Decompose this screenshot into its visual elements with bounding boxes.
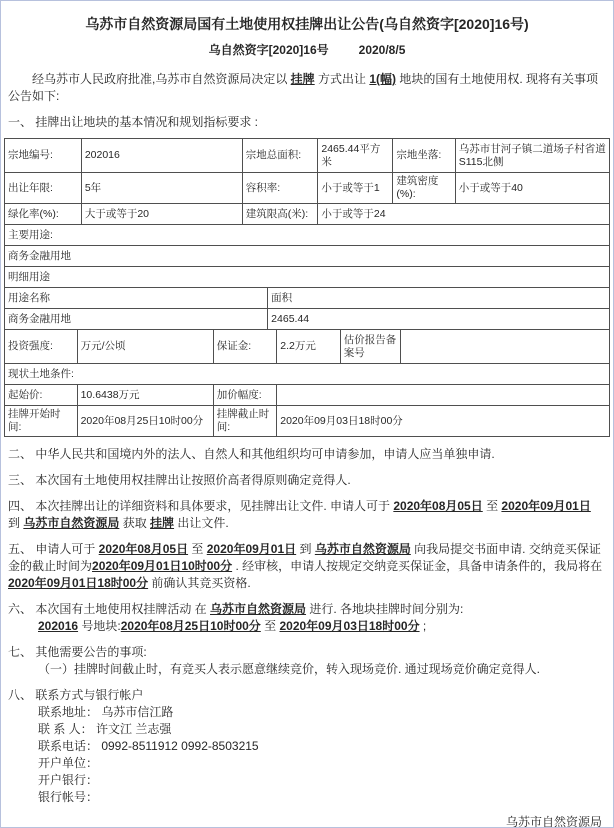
filled-value: 2020年09月03日18时00分 [279,619,420,633]
filled-value: 2020年09月01日10时00分 [92,559,233,573]
land-info-table [4,138,610,437]
section-1-heading: 一、 挂牌出让地块的基本情况和规划指标要求 : [8,115,259,129]
table-cell: 面积 [268,288,610,309]
text-run: 到 [296,542,315,556]
table-cell: 估价报告备案号 [341,330,402,364]
table-cell: 202016 [82,139,243,173]
table-row [5,385,610,406]
section-line [8,661,606,678]
section [4,601,610,635]
text-run: 地块的国有土地使用权. 现将有关事项公告如下: [8,72,599,103]
table-row [5,330,610,364]
text-run: 经乌苏市人民政府批准,乌苏市自然资源局决定以 [32,72,291,86]
table-cell: 小于或等于24 [318,204,610,225]
text-run: 前确认其竞买资格. [148,576,251,590]
filled-value: 2020年09月01日 [206,542,297,556]
text-run: 联系地址： 乌苏市信江路 [38,705,174,719]
table-cell: 建筑密度(%): [393,173,455,204]
filled-value: 2020年08月25日10时00分 [120,619,261,633]
text-run: 进行. 各地块挂牌时间分别为: [306,602,464,616]
text-run: 银行帐号： [38,790,99,804]
table-cell: 2465.44 [268,309,610,330]
section-line [8,618,606,635]
table-cell: 5年 [82,173,243,204]
filled-value: 挂牌 [150,516,175,530]
text-run: （一）挂牌时间截止时，有竞买人表示愿意继续竞价，转入现场竞价. 通过现场竞价确定竞得人. [38,662,541,676]
text-run: 六、 本次国有土地使用权挂牌活动 在 [8,602,211,616]
section-line [8,541,606,592]
table-cell: 容积率: [243,173,319,204]
table-cell: 2020年08月25日10时00分 [78,406,214,437]
table-row [5,173,610,204]
text-run: . 经审核，申请人按规定交纳竞买保证金，具备申请条件的，我局将在 [232,559,603,573]
text-run: 四、 本次挂牌出让的详细资料和具体要求，见挂牌出让文件. 申请人可于 [8,499,394,513]
filled-value: 2020年09月01日18时00分 [8,576,149,590]
table-cell: 小于或等于1 [318,173,393,204]
table-cell: 2.2万元 [277,330,341,364]
section-line [8,601,606,618]
text-run: 出让文件. [174,516,229,530]
section-line [8,755,606,772]
table-cell: 起始价: [5,385,78,406]
doc-number: 乌自然资字[2020]16号 [208,43,329,57]
table-row [5,406,610,437]
text-run: 方式出让 [314,72,370,86]
filled-value: 2020年08月05日 [393,499,483,513]
section-line [8,446,606,463]
table-cell: 明细用途 [5,267,610,288]
table-row [5,267,610,288]
table-cell: 宗地坐落: [393,139,455,173]
table-cell: 宗地编号: [5,139,82,173]
section-line [8,472,606,489]
table-cell: 出让年限: [5,173,82,204]
text-run: 三、 本次国有土地使用权挂牌出让按照价高者得原则确定竞得人. [8,473,351,487]
table-row [5,139,610,173]
text-run: 联系电话： 0992-8511912 0992-8503215 [38,739,259,753]
table-row [5,204,610,225]
text-run: 号地块: [78,619,121,633]
filled-value: 202016 [38,619,79,633]
table-cell: 2465.44平方米 [318,139,393,173]
intro-paragraph [4,71,610,105]
page-title: 乌苏市自然资源局国有土地使用权挂牌出让公告(乌自然资字[2020]16号) [85,16,529,32]
table-cell: 用途名称 [5,288,268,309]
table-row [5,288,610,309]
text-run: 开户银行： [38,773,99,787]
text-run: 向我局提交书面申请. 交纳竞买保证金的截止时间为 [8,542,601,573]
table-cell [277,385,610,406]
table-cell [401,330,610,364]
table-cell: 万元/公顷 [78,330,214,364]
section-line [8,789,606,806]
table-cell: 小于或等于40 [456,173,610,204]
text-run: 五、 申请人可于 [8,542,99,556]
text-run: 联 系 人： 许文江 兰志强 [38,722,172,736]
doc-date: 2020/8/5 [358,43,406,57]
table-row [5,309,610,330]
text-run: 二、 中华人民共和国境内外的法人、自然人和其他组织均可申请参加，申请人应当单独申请. [8,447,495,461]
filled-value: 乌苏市自然资源局 [23,516,120,530]
table-cell: 挂牌截止时间: [214,406,278,437]
section-line [8,498,606,532]
filled-value: 乌苏市自然资源局 [314,542,411,556]
table-cell: 加价幅度: [214,385,278,406]
filled-value: 1(幅) [369,72,397,86]
filled-value: 挂牌 [290,72,315,86]
text-run: 到 [8,516,24,530]
table-row [5,246,610,267]
text-run: 八、 联系方式与银行帐户 [8,688,144,702]
doc-number-line [4,43,610,57]
text-run: 至 [482,499,502,513]
section [4,687,610,806]
text-run: 开户单位： [38,756,99,770]
text-run: 至 [260,619,280,633]
table-cell: 商务金融用地 [5,309,268,330]
table-cell: 现状土地条件: [5,364,610,385]
table-cell: 主要用途: [5,225,610,246]
table-cell: 绿化率(%): [5,204,82,225]
table-row [5,364,610,385]
section-line [8,721,606,738]
section [4,446,610,463]
signature: 乌苏市自然资源局 [505,815,602,828]
filled-value: 乌苏市自然资源局 [210,602,307,616]
section-line [8,687,606,704]
section [4,498,610,532]
table-row [5,225,610,246]
table-cell: 保证金: [214,330,278,364]
text-run: ; [419,619,427,633]
section [4,644,610,678]
table-cell: 乌苏市甘河子镇二道场子村省道S115北侧 [456,139,610,173]
section-line [8,704,606,721]
table-cell: 挂牌开始时间: [5,406,78,437]
filled-value: 2020年08月05日 [98,542,189,556]
section-line [8,644,606,661]
text-run: 获取 [119,516,151,530]
table-cell: 建筑限高(米): [243,204,319,225]
table-cell: 2020年09月03日18时00分 [277,406,610,437]
text-run: 七、 其他需要公告的事项: [8,645,147,659]
section [4,541,610,592]
filled-value: 2020年09月01日 [501,499,591,513]
section-line [8,738,606,755]
table-cell: 10.6438万元 [78,385,214,406]
sections-container [4,446,610,806]
text-run: 至 [188,542,207,556]
table-cell: 大于或等于20 [82,204,243,225]
table-cell: 宗地总面积: [243,139,319,173]
table-cell: 投资强度: [5,330,78,364]
section [4,472,610,489]
table-cell: 商务金融用地 [5,246,610,267]
section-line [8,772,606,789]
